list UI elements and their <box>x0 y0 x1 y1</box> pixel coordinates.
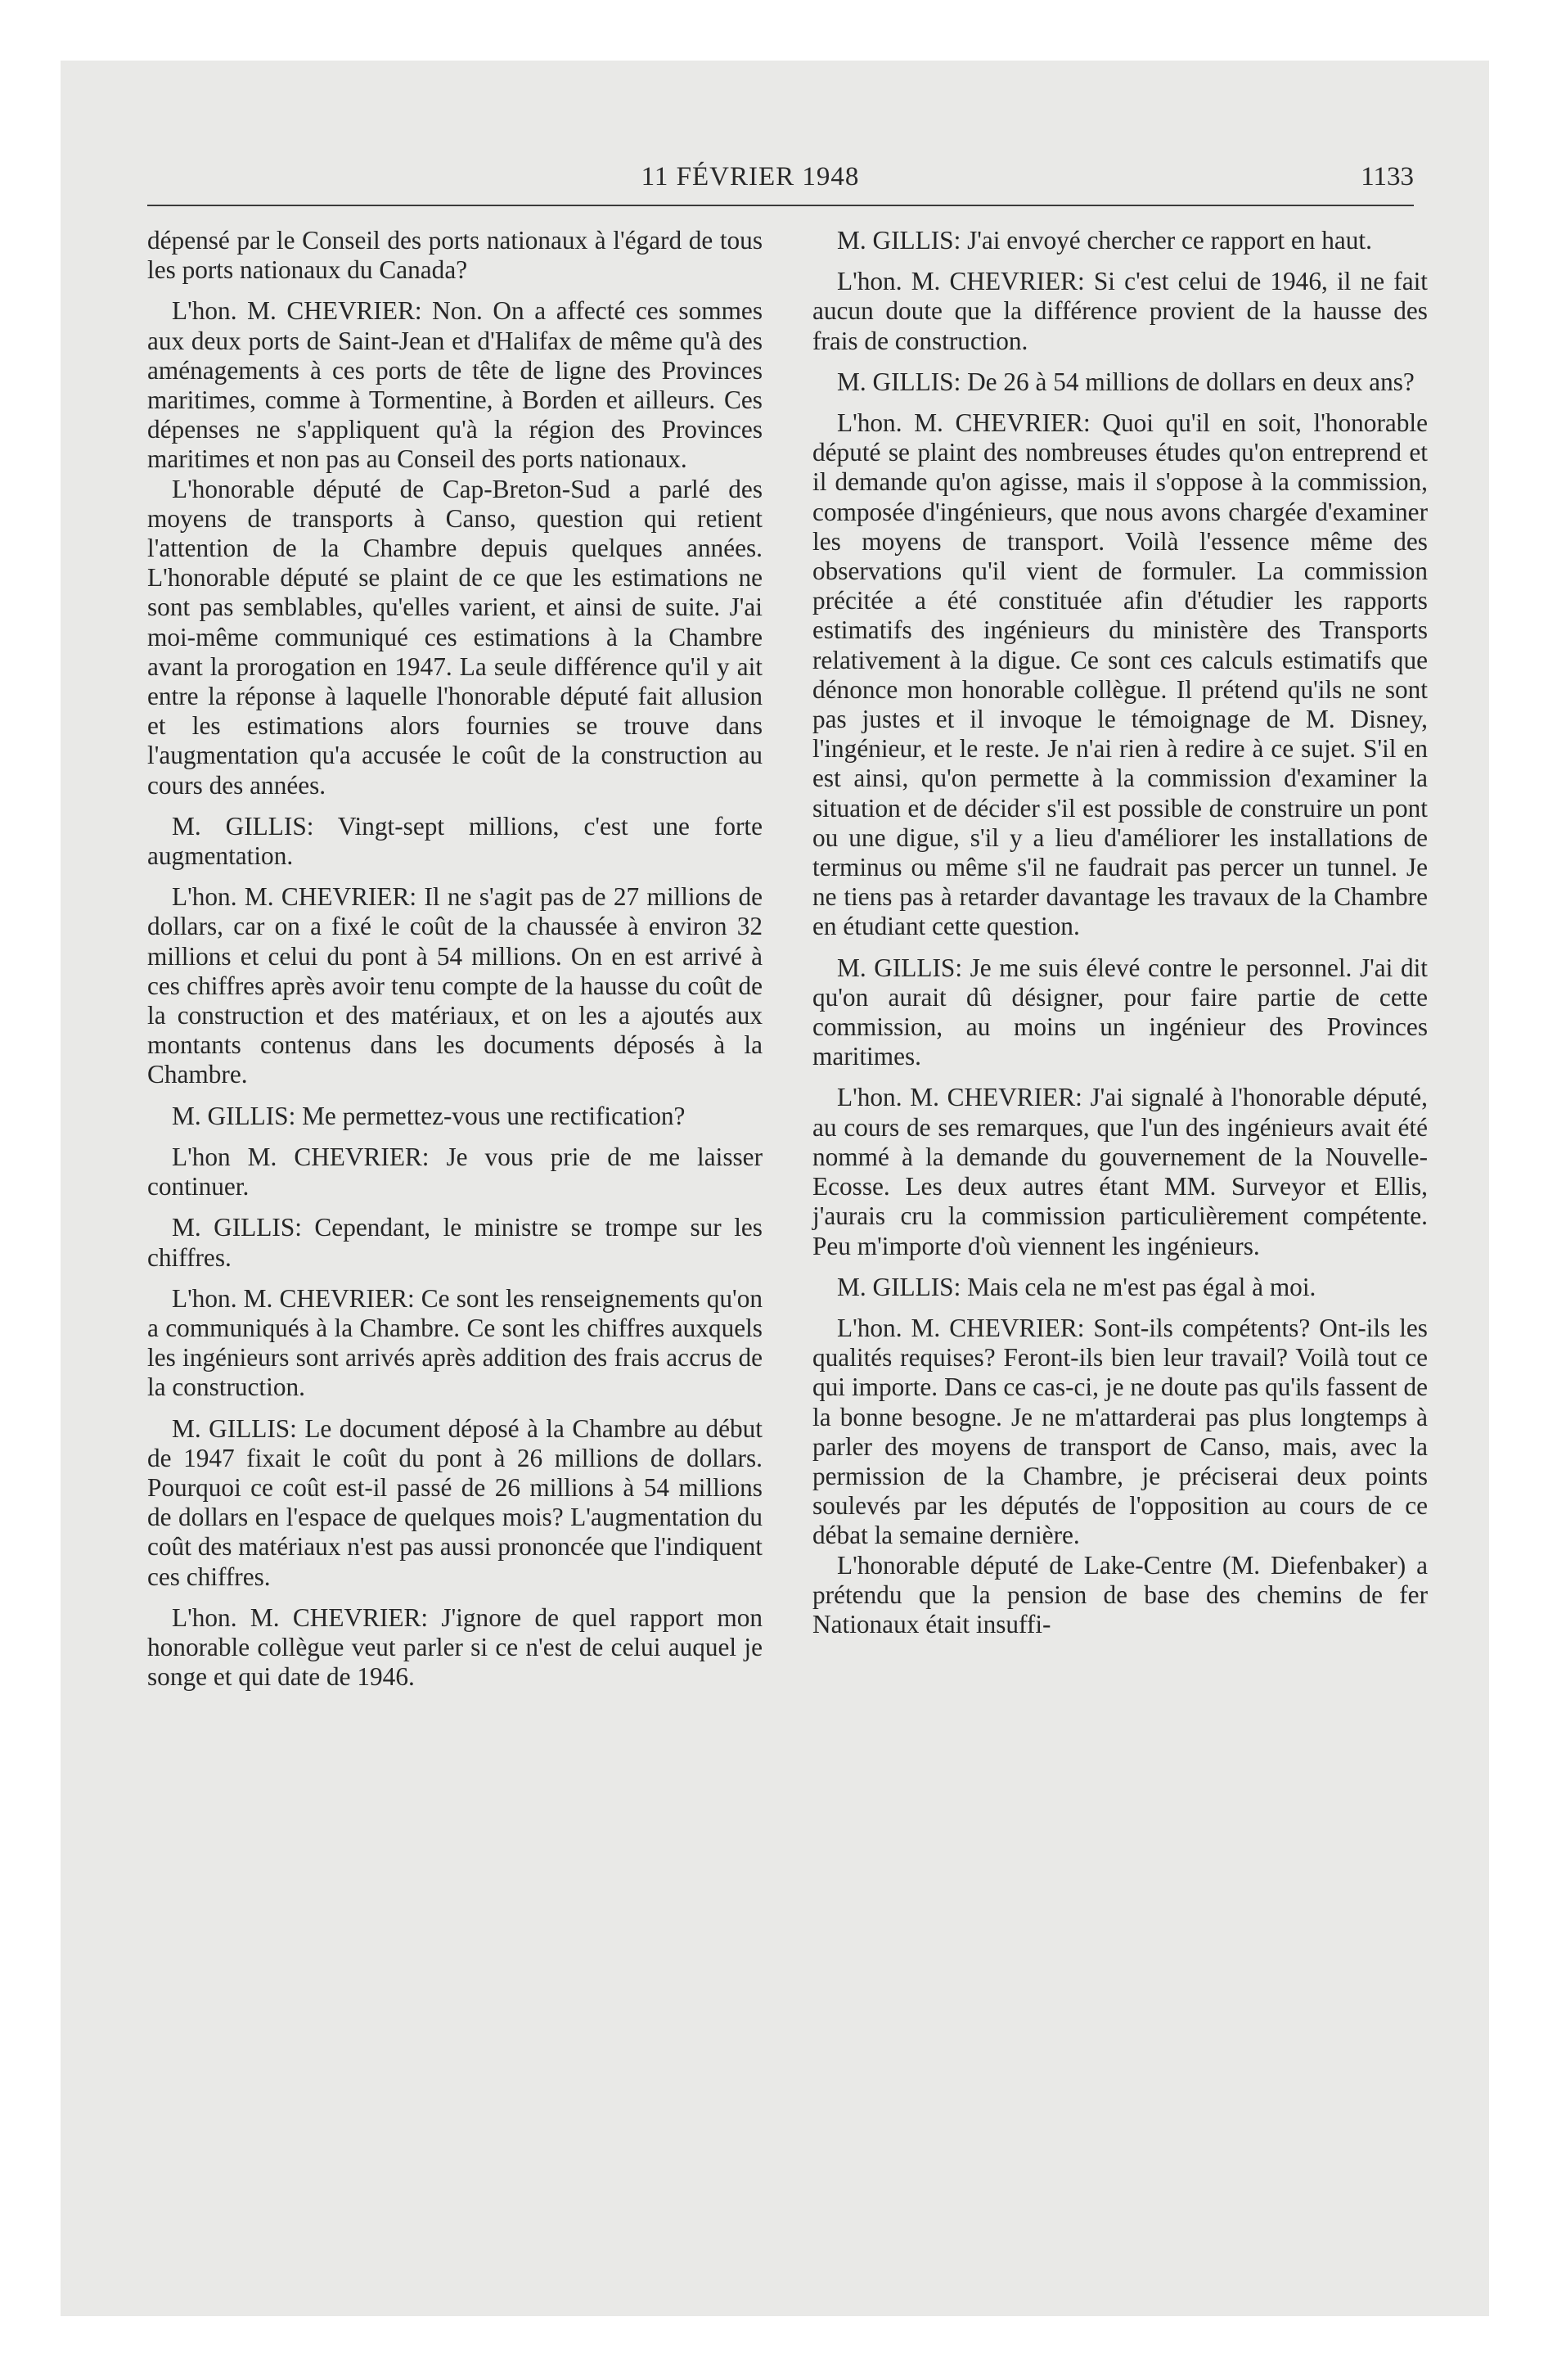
paragraph: M. GILLIS: Mais cela ne m'est pas égal à moi. <box>837 1272 1316 1301</box>
paragraph: L'hon M. CHEVRIER: Je vous prie de me laisser continuer. <box>147 1142 763 1201</box>
paragraph: L'hon. M. CHEVRIER: Si c'est celui de 1946, il ne fait aucun doute que la différence provient de la hausse des frais de construction. <box>812 267 1428 355</box>
paragraph: M. GILLIS: Le document déposé à la Chambre au début de 1947 fixait le coût du pont à 26 millions de dollars. Pourquoi ce coût est-il passé de 26 millions à 54 millions de dollars en l'espace de quelques mois? L'augmentation du coût des matériaux n'est pas aussi prononcée que l'indiquent ces chiffres. <box>147 1413 763 1591</box>
paragraph: L'hon. M. CHEVRIER: J'ai signalé à l'honorable député, au cours de ses remarques, que l'un des ingénieurs avait été nommé à la demande du gouvernement de la Nouvelle-Ecosse. Les deux autres étant MM. Surveyor et Ellis, j'aurais cru la commission particulièrement compétente. Peu m'importe d'où viennent les ingénieurs. <box>812 1083 1428 1260</box>
left-column <box>147 226 763 1692</box>
paragraph: L'hon. M. CHEVRIER: Quoi qu'il en soit, l'honorable député se plaint des nombreuses études qu'on entreprend et il demande qu'on agisse, mais il s'oppose à la commission, composée d'ingénieurs, que nous avons chargée d'examiner les moyens de transport. Voilà l'essence même des observations qu'il vient de formuler. La commission précitée a été constituée afin d'étudier les rapports estimatifs des ingénieurs du ministère des Transports relativement à la digue. Ce sont ces calculs estimatifs que dénonce mon honorable collègue. Il prétend qu'ils ne sont pas justes et il invoque le témoignage de M. Disney, l'ingénieur, et le reste. Je n'ai rien à redire à ce sujet. S'il en est ainsi, qu'on permette à la commission d'examiner la situation et de décider s'il est possible de construire un pont ou une digue, s'il y a lieu d'améliorer les installations de terminus ou même s'il ne faudrait pas percer un tunnel. Je ne tiens pas à retarder davantage les travaux de la Chambre en étudiant cette question. <box>812 408 1428 941</box>
paragraph: dépensé par le Conseil des ports nationaux à l'égard de tous les ports nationaux du Canada? <box>147 226 763 285</box>
page-number: 1133 <box>1361 162 1414 192</box>
paragraph: L'honorable député de Cap-Breton-Sud a parlé des moyens de transports à Canso, question qui retient l'attention de la Chambre depuis quelques années. L'honorable député se plaint de ce que les estimations ne sont pas semblables, qu'elles varient, et ainsi de suite. J'ai moi-même communiqué ces estimations à la Chambre avant la prorogation en 1947. La seule différence qu'il y ait entre la réponse à laquelle l'honorable député fait allusion et les estimations alors fournies se trouve dans l'augmentation qu'a accusée le coût de la construction au cours des années. <box>147 474 763 800</box>
paragraph: M. GILLIS: Me permettez-vous une rectification? <box>172 1101 686 1130</box>
paragraph: L'hon. M. CHEVRIER: Ce sont les renseignements qu'on a communiqués à la Chambre. Ce sont les chiffres auxquels les ingénieurs sont arrivés après addition des frais accrus de la construction. <box>147 1283 763 1402</box>
paragraph: L'hon. M. CHEVRIER: Sont-ils compétents? Ont-ils les qualités requises? Feront-ils bien leur travail? Voilà tout ce qui importe. Dans ce cas-ci, je ne doute pas qu'ils fassent de la bonne besogne. Je ne m'attarderai pas plus longtemps à parler des moyens de transport de Canso, mais, avec la permission de la Chambre, je préciserai deux points soulevés par les députés de l'opposition au cours de ce débat la semaine dernière. <box>812 1313 1428 1550</box>
page-header <box>87 162 1414 203</box>
paragraph: L'hon. M. CHEVRIER: Il ne s'agit pas de 27 millions de dollars, car on a fixé le coût de la chaussée à environ 32 millions et celui du pont à 54 millions. On en est arrivé à ces chiffres après avoir tenu compte de la hausse du coût de la construction et des matériaux, et on les a ajoutés aux montants contenus dans les documents déposés à la Chambre. <box>147 882 763 1089</box>
header-rule <box>147 205 1414 206</box>
header-date: 11 FÉVRIER 1948 <box>641 162 860 192</box>
paragraph: M. GILLIS: Vingt-sept millions, c'est une forte augmentation. <box>147 811 763 871</box>
paragraph: M. GILLIS: Cependant, le ministre se trompe sur les chiffres. <box>147 1213 763 1272</box>
paragraph: L'hon. M. CHEVRIER: Non. On a affecté ces sommes aux deux ports de Saint-Jean et d'Halifax de même qu'à des aménagements à ces ports de tête de ligne des Provinces maritimes, comme à Tormentine, à Borden et ailleurs. Ces dépenses ne s'appliquent qu'à la région des Provinces maritimes et non pas au Conseil des ports nationaux. <box>147 296 763 474</box>
right-column <box>812 226 1428 1639</box>
paragraph: M. GILLIS: J'ai envoyé chercher ce rapport en haut. <box>837 226 1372 255</box>
paragraph: L'hon. M. CHEVRIER: J'ignore de quel rapport mon honorable collègue veut parler si ce n'est de celui auquel je songe et qui date de 1946. <box>147 1602 763 1692</box>
paragraph: M. GILLIS: Je me suis élevé contre le personnel. J'ai dit qu'on aurait dû désigner, pour faire partie de cette commission, au moins un ingénieur des Provinces maritimes. <box>812 953 1428 1071</box>
paragraph: M. GILLIS: De 26 à 54 millions de dollars en deux ans? <box>837 367 1415 396</box>
paragraph: L'honorable député de Lake-Centre (M. Diefenbaker) a prétendu que la pension de base des chemins de fer Nationaux était insuffi- <box>812 1550 1428 1639</box>
